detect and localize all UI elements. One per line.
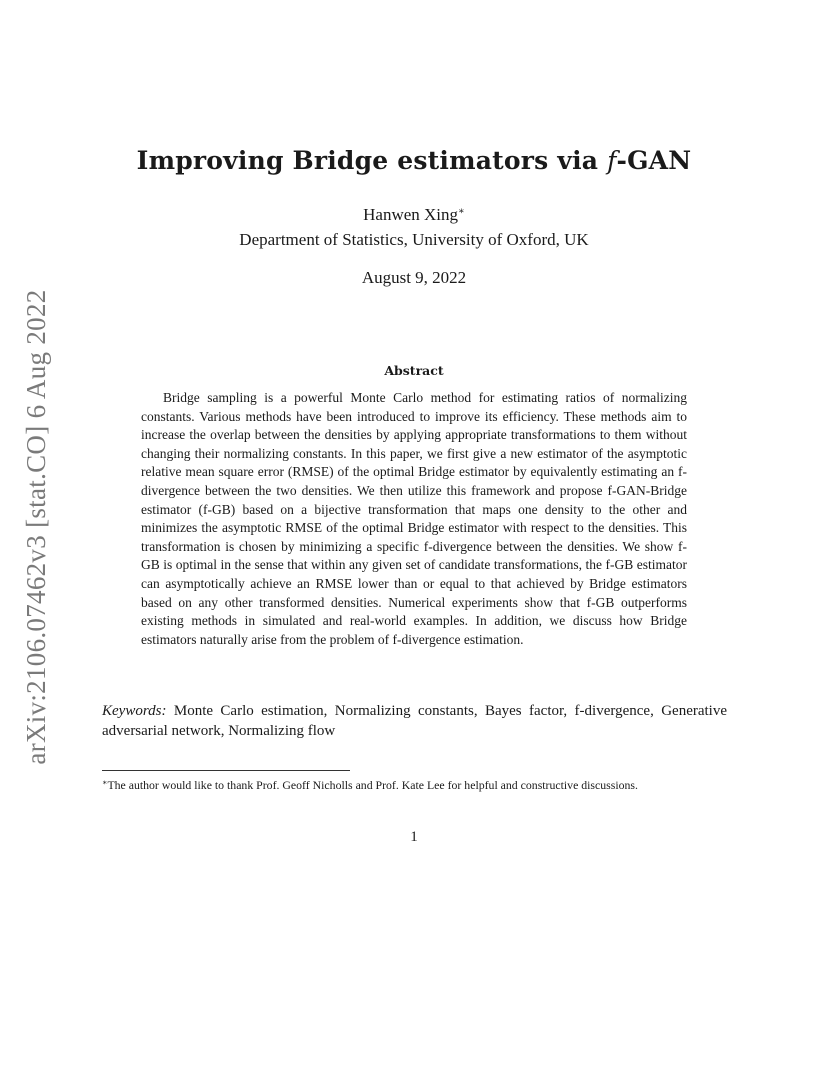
title-suffix: -GAN bbox=[616, 146, 692, 175]
keywords-text: Monte Carlo estimation, Normalizing constants, Bayes factor, f-divergence, Generative adversarial network, Normalizing flow bbox=[102, 703, 728, 739]
keywords-block bbox=[102, 702, 727, 741]
keywords-label: Keywords: bbox=[102, 703, 167, 719]
footnote-mark: ∗ bbox=[102, 778, 108, 787]
title-italic-f: f bbox=[607, 146, 617, 175]
footnote bbox=[102, 775, 727, 793]
abstract-heading: Abstract bbox=[384, 363, 444, 378]
page-number: 1 bbox=[410, 829, 418, 845]
footnote-divider bbox=[102, 770, 350, 771]
author-name: Hanwen Xing bbox=[363, 205, 459, 224]
publication-date: August 9, 2022 bbox=[361, 268, 467, 287]
abstract-text: Bridge sampling is a powerful Monte Carlo method for estimating ratios of normalizing constants. Various methods have been introduced to improve its efficiency. These methods aim to increase the overlap between the densities by applying appropriate transformations to them without changing their normalizing constants. In this paper, we first give a new estimator of the asymptotic relative mean square error (RMSE) of the optimal Bridge estimator by equivalently estimating an f-divergence between the two densities. We then utilize this framework and propose f-GAN-Bridge estimator (f-GB) based on a bijective transformation that maps one density to the other and minimizes the asymptotic RMSE of the optimal Bridge estimator with respect to the densities. This transformation is chosen by minimizing a specific f-divergence between the densities. We show f-GB is optimal in the sense that within any given set of candidate transformations, the f-GB estimator can asymptotically achieve an RMSE lower than or equal to that achieved by Bridge estimators based on any other transformed densities. Numerical experiments show that f-GB outperforms existing methods in simulated and real-world examples. In addition, we discuss how Bridge estimators naturally arise from the problem of f-divergence estimation. bbox=[141, 390, 687, 647]
title-prefix: Improving Bridge estimators via bbox=[136, 146, 608, 175]
footnote-text: The author would like to thank Prof. Geoff Nicholls and Prof. Kate Lee for helpful and constructive discussions. bbox=[107, 778, 638, 792]
author-line bbox=[0, 205, 828, 225]
author-footnote-mark[interactable]: ∗ bbox=[458, 206, 465, 217]
paper-title bbox=[0, 146, 828, 175]
arxiv-identifier-stamp: arXiv:2106.07462v3 [stat.CO] 6 Aug 2022 bbox=[21, 289, 51, 765]
author-affiliation: Department of Statistics, University of Oxford, UK bbox=[239, 230, 589, 249]
